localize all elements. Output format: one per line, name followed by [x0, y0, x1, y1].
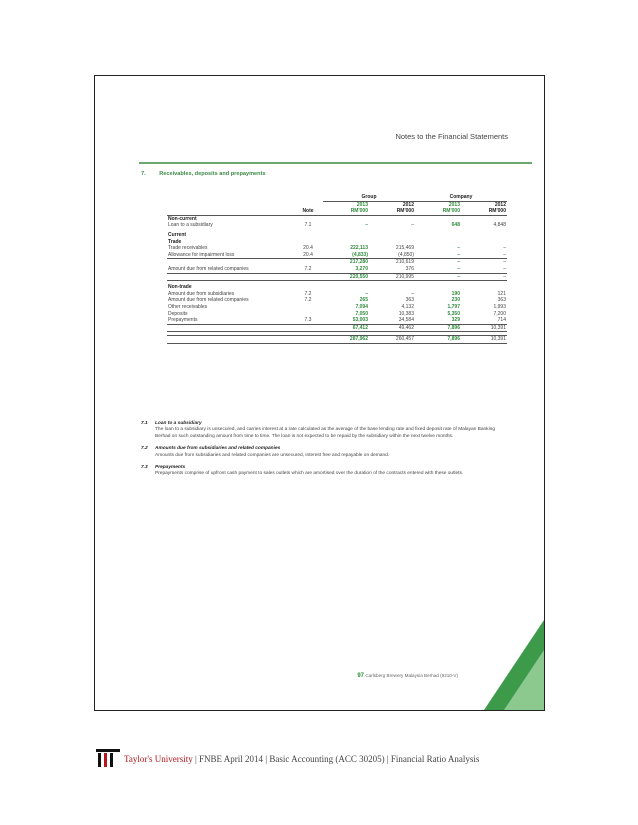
- row-value: –: [503, 251, 506, 258]
- row-label: Amount due from related companies: [168, 297, 249, 304]
- corner-triangle-graphic: [484, 620, 544, 710]
- row-value: 10,391: [461, 336, 507, 344]
- table-row: [167, 311, 507, 318]
- table-row: [167, 245, 507, 252]
- row-label: [167, 324, 293, 332]
- row-value: 190: [451, 290, 460, 297]
- row-value: (4,850): [398, 251, 414, 258]
- note-item: [141, 446, 506, 459]
- row-note: [293, 273, 323, 281]
- row-label: Loan to a subsidiary: [168, 222, 213, 229]
- row-value: –: [415, 259, 461, 266]
- unit-col: RM'000: [415, 208, 461, 215]
- row-value: 1,993: [493, 303, 506, 310]
- year-col: 2013: [448, 201, 460, 208]
- row-value: –: [411, 290, 414, 297]
- row-value: 34,584: [398, 317, 414, 324]
- note-body: Amounts due from subsidiaries and related companies are unsecured, interest free and repayable on demand.: [155, 452, 390, 458]
- section-number: 7.: [141, 171, 146, 177]
- bottom-caption: [124, 754, 479, 764]
- row-value: –: [457, 251, 460, 258]
- row-value: –: [365, 290, 368, 297]
- row-value: 10,383: [398, 310, 414, 317]
- row-value: 7,050: [355, 310, 368, 317]
- table-header-group-row: [167, 194, 507, 201]
- table-heading-row: [167, 232, 507, 239]
- row-value: 121: [497, 290, 506, 297]
- row-value: –: [461, 259, 507, 266]
- row-value: 363: [405, 297, 414, 304]
- table-row: [167, 336, 507, 344]
- row-note: [293, 304, 323, 311]
- row-value: 67,412: [323, 324, 369, 332]
- table-row: [167, 252, 507, 259]
- section-title: [141, 171, 266, 177]
- row-value: 376: [405, 265, 414, 272]
- note-body: Prepayments comprise of upfront cash payment to sales outlets which are amortised over the duration of the contracts entered with these outlets.: [155, 471, 464, 477]
- row-note: 20.4: [303, 251, 313, 258]
- row-value: 4,132: [401, 303, 414, 310]
- row-value: 230: [451, 297, 460, 304]
- table-heading-row: [167, 215, 507, 222]
- caption-text: | FNBE April 2014 | Basic Accounting (ACC 30205) | Financial Ratio Analysis: [192, 754, 480, 764]
- row-value: 3,270: [355, 265, 368, 272]
- university-logo-icon: [96, 749, 120, 767]
- row-value: 210,619: [369, 259, 415, 266]
- company-header: Company: [415, 194, 507, 201]
- note-number: 7.2: [141, 446, 148, 452]
- group-header: Group: [323, 194, 415, 201]
- row-label: [167, 259, 293, 266]
- section-title-text: Receivables, deposits and prepayments: [159, 171, 266, 177]
- table-row: [167, 273, 507, 281]
- row-value: 4,848: [493, 222, 506, 229]
- note-col-header: Note: [293, 208, 323, 215]
- row-note: 7.3: [304, 317, 312, 324]
- row-label: Current: [168, 231, 187, 238]
- note-title: Amounts due from subsidiaries and related companies: [155, 446, 281, 452]
- row-note: 7.1: [304, 222, 312, 229]
- table-row: [167, 324, 507, 332]
- note-title: Loan to a subsidiary: [155, 421, 202, 426]
- row-label: Trade receivables: [168, 245, 208, 252]
- row-note: 7.2: [304, 290, 312, 297]
- university-name: Taylor's University: [124, 754, 193, 764]
- receivables-table: [167, 194, 507, 344]
- row-label: Prepayments: [168, 317, 198, 324]
- note-title: Prepayments: [155, 465, 186, 471]
- unit-col: RM'000: [369, 208, 415, 215]
- note-item: [141, 421, 506, 440]
- row-note: 7.2: [304, 265, 312, 272]
- row-value: 5,350: [447, 310, 460, 317]
- table-row: [167, 266, 507, 273]
- note-item: [141, 465, 506, 478]
- table-row: [167, 317, 507, 324]
- unit-col: RM'000: [323, 208, 369, 215]
- company-name: Carlsberg Brewery Malaysia Berhad (9210-V): [365, 673, 458, 678]
- unit-col: RM'000: [461, 208, 507, 215]
- table-header-year-row: [167, 201, 507, 208]
- table-row: [167, 222, 507, 229]
- row-note: [293, 324, 323, 332]
- row-label: Deposits: [168, 310, 188, 317]
- row-value: (4,833): [352, 251, 368, 258]
- row-value: –: [411, 222, 414, 229]
- row-value: 1,797: [447, 303, 460, 310]
- table-row: [167, 259, 507, 266]
- row-value: –: [461, 273, 507, 281]
- year-col: 2012: [402, 201, 414, 208]
- row-label: Other receivables: [168, 303, 208, 310]
- row-label: Allowance for impairment loss: [168, 251, 235, 258]
- row-note: 7.2: [304, 297, 312, 304]
- notes-section: [141, 421, 506, 484]
- row-note: [293, 259, 323, 266]
- note-number: 7.1: [141, 421, 148, 426]
- row-value: 222,113: [350, 245, 368, 252]
- row-value: 714: [497, 317, 506, 324]
- row-value: 287,962: [323, 336, 369, 344]
- note-body: The loan to a subsidiary is unsecured, and carries interest at a rate calculated as the average of the base lending rate and fixed deposit rate of Malayan Banking Berhad on such outstanding amount from time to time. The loan is not expected to be repaid by the subsidiary within the next twelve months.: [155, 427, 495, 439]
- row-label: [167, 273, 293, 281]
- row-label: Amount due from related companies: [168, 265, 249, 272]
- row-value: –: [365, 222, 368, 229]
- page-footer: [357, 673, 458, 679]
- row-value: 49,462: [369, 324, 415, 332]
- row-value: 648: [451, 222, 460, 229]
- row-value: –: [503, 245, 506, 252]
- row-value: 220,550: [323, 273, 369, 281]
- page-header: Notes to the Financial Statements: [395, 132, 508, 141]
- row-value: 217,280: [323, 259, 369, 266]
- row-value: 210,995: [369, 273, 415, 281]
- row-label: Trade: [168, 238, 182, 245]
- year-col: 2012: [494, 201, 506, 208]
- row-label: Amount due from subsidiaries: [168, 290, 235, 297]
- row-value: 260,457: [369, 336, 415, 344]
- row-note: 20.4: [303, 245, 313, 252]
- row-value: –: [503, 265, 506, 272]
- header-rule: [139, 162, 532, 164]
- table-header-unit-row: [167, 208, 507, 215]
- row-value: 265: [359, 297, 368, 304]
- row-value: 7,094: [355, 303, 368, 310]
- row-value: 10,391: [461, 324, 507, 332]
- table-row: [167, 291, 507, 298]
- row-value: –: [415, 273, 461, 281]
- row-value: 329: [451, 317, 460, 324]
- row-label: Non-trade: [168, 284, 192, 291]
- row-value: 215,469: [395, 245, 414, 252]
- row-note: [293, 336, 323, 344]
- row-label: [167, 336, 293, 344]
- table-row: [167, 297, 507, 304]
- note-number: 7.3: [141, 465, 148, 471]
- row-value: 53,003: [352, 317, 368, 324]
- row-value: 7,896: [415, 324, 461, 332]
- document-page: [94, 75, 545, 711]
- row-note: [293, 311, 323, 318]
- table-heading-row: [167, 284, 507, 291]
- row-value: 7,896: [415, 336, 461, 344]
- year-col: 2013: [356, 201, 368, 208]
- table-heading-row: [167, 239, 507, 246]
- row-value: –: [457, 265, 460, 272]
- row-label: Non-current: [168, 215, 197, 222]
- row-value: 7,200: [493, 310, 506, 317]
- page-number: 97: [357, 673, 365, 679]
- row-value: 363: [497, 297, 506, 304]
- row-value: –: [457, 245, 460, 252]
- table-row: [167, 304, 507, 311]
